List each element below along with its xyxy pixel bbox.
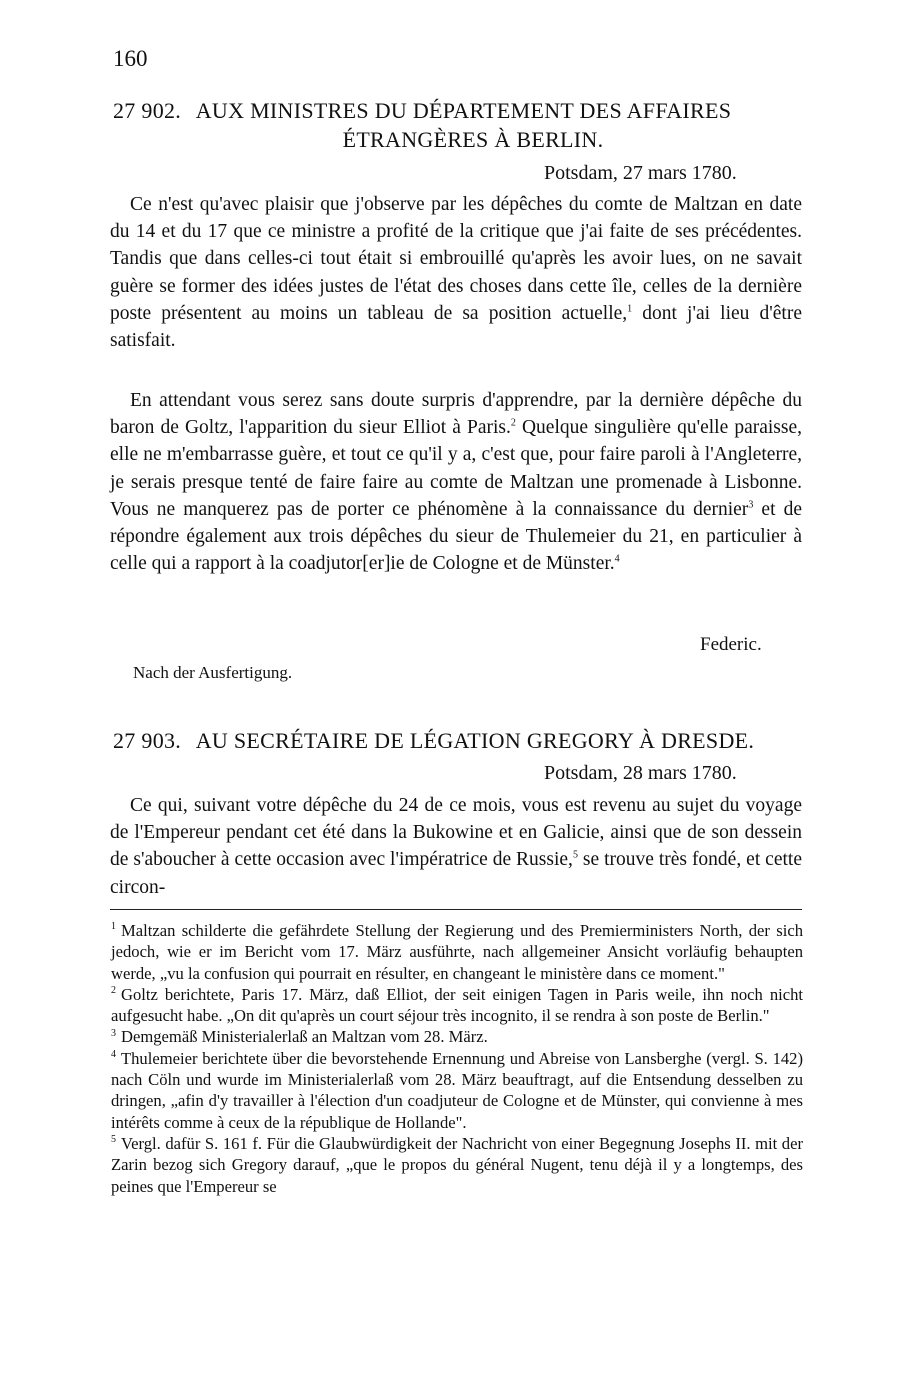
letter-number: 27 903.	[113, 728, 182, 753]
paragraph-text: Quelque singulière qu'elle paraisse, elle ne m'embarrasse guère, et tout ce qu'il y a, c'est que, pour faire paroli à l'Angleterre, je serais presque tenté de faire faire au comte de Maltzan une promenade à Lisbonne. Vous ne manquerez pas de porter ce phénomène à la connaissance du dernier	[110, 417, 802, 520]
footnote-mark: 4	[111, 1049, 116, 1061]
footnote-text: Thulemeier berichtete über die bevorstehende Ernennung und Abreise von Lansberghe (vergl. S. 142) nach Cöln und wurde im Ministerialerlaß vom 28. März beauftragt, auf die Entsendung desselben zu dringen, „afin d'y travailler à l'élection d'un coadjuteur de Cologne et de Münster, qui convienne à mes intérêts comme à ceux de la république de Hollande".	[111, 1048, 803, 1132]
footnote	[111, 1048, 803, 1133]
footnote	[111, 1026, 803, 1047]
footnote-text: Vergl. dafür S. 161 f. Für die Glaubwürdigkeit der Nachricht von einer Begegnung Josephs II. mit der Zarin bezog sich Gregory darauf, „que le propos du général Nugent, tenu déjà il y a longtemps, des peines que l'Empereur se	[111, 1133, 803, 1196]
letter-paragraph	[110, 792, 802, 901]
footnote	[111, 920, 803, 984]
footnote-mark: 3	[111, 1027, 116, 1039]
footnote-ref[interactable]: 1	[627, 303, 633, 315]
footnote	[111, 984, 803, 1027]
footnote-ref[interactable]: 5	[572, 849, 578, 861]
footnote-divider	[110, 909, 802, 910]
paragraph-text: et de répondre également aux trois dépêches du sieur de Thulemeier du 21, en particulier à celle qui a rapport à la coadjutor[er]ie de Cologne et de Münster.	[110, 498, 802, 575]
paragraph-text: se trouve très fondé, et cette circon-	[110, 849, 802, 898]
paragraph-text: En attendant vous serez sans doute surpris d'apprendre, par la dernière dépêche du baron de Goltz, l'apparition du sieur Elliot à Paris.	[110, 390, 802, 439]
footnotes	[111, 920, 803, 1197]
footnote-ref[interactable]: 3	[748, 499, 754, 511]
signature: Federic.	[700, 634, 762, 655]
footnote-ref[interactable]: 4	[614, 553, 620, 565]
footnote-text: Demgemäß Ministerialerlaß an Maltzan vom 28. März.	[121, 1027, 488, 1047]
footnote-text: Maltzan schilderte die gefährdete Stellung der Regierung und des Premierministers North, der sich jedoch, wie er im Bericht vom 17. März ausführte, nach allgemeiner Ansicht vorläufig behaupten werde, „vu la confusion qui pourrait en résulter, en changeant le ministère dans ce moment."	[111, 921, 803, 983]
letter-number: 27 902.	[113, 98, 182, 123]
footnote-ref[interactable]: 2	[510, 417, 516, 429]
footnote-mark: 5	[111, 1134, 116, 1146]
letter-title-line2: ÉTRANGÈRES À BERLIN.	[342, 127, 604, 152]
footnote	[111, 1133, 803, 1197]
source-note: Nach der Ausfertigung.	[133, 663, 293, 682]
letter-heading-27903	[113, 726, 803, 755]
dateline: Potsdam, 27 mars 1780.	[544, 162, 737, 184]
letter-title: AU SECRÉTAIRE DE LÉGATION GREGORY À DRESDE.	[195, 728, 755, 753]
letter-paragraph	[110, 191, 802, 354]
paragraph-text: Ce qui, suivant votre dépêche du 24 de ce mois, vous est revenu au sujet du voyage de l'Empereur pendant cet été dans la Bukowine et en Galicie, ainsi que de son dessein de s'aboucher à cette occasion avec l'impératrice de Russie,	[110, 795, 802, 871]
letter-title-line1: AUX MINISTRES DU DÉPARTEMENT DES AFFAIRES	[195, 98, 732, 123]
dateline: Potsdam, 28 mars 1780.	[544, 762, 737, 784]
letter-heading-27902	[113, 96, 803, 154]
paragraph-text: Ce n'est qu'avec plaisir que j'observe par les dépêches du comte de Maltzan en date du 14 et du 17 que ce ministre a profité de la critique que j'ai faite de ses précédentes. Tandis que dans celles-ci tout était si embrouillé qu'après les avoir lues, on ne savait guère se former des idées justes de l'état des choses dans cette île, celles de la dernière poste présentent au moins un tableau de sa position actuelle,	[110, 194, 802, 324]
footnote-mark: 2	[111, 985, 116, 997]
letter-paragraph	[110, 387, 802, 577]
page-number: 160	[113, 46, 148, 71]
paragraph-text: dont j'ai lieu d'être satisfait.	[110, 302, 802, 352]
footnote-text: Goltz berichtete, Paris 17. März, daß Elliot, der seit einigen Tagen in Paris weile, ihn noch nicht aufgesucht habe. „On dit qu'après un court séjour très incognito, il se rendra à son poste de Berlin."	[111, 984, 803, 1026]
footnote-mark: 1	[111, 921, 116, 933]
